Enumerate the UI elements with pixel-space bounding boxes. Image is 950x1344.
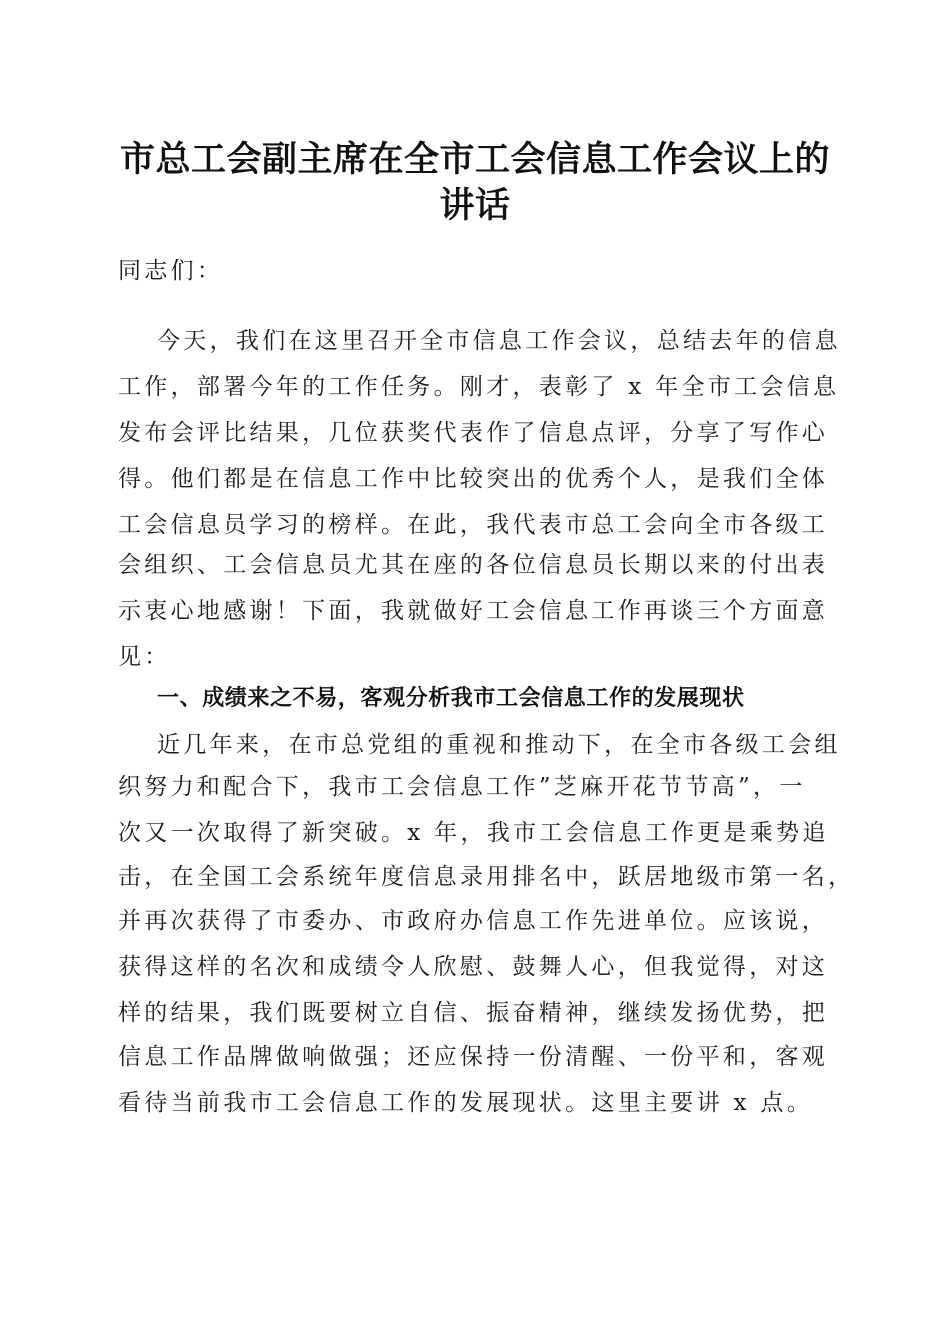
paragraph-line: 近几年来，在市总党组的重视和推动下，在全市各级工会组 — [157, 732, 841, 758]
paragraph-line: 工作，部署今年的工作任务。刚才，表彰了 x 年全市工会信息 — [118, 374, 840, 400]
paragraph-line: 发布会评比结果，几位获奖代表作了信息点评，分享了写作心 — [118, 420, 829, 446]
paragraph-line: 示衷心地感谢！下面，我就做好工会信息工作再谈三个方面意 — [118, 598, 829, 624]
section-heading-1: 一、成绩来之不易，客观分析我市工会信息工作的发展现状 — [157, 686, 745, 711]
paragraph-line: 看待当前我市工会信息工作的发展现状。这里主要讲 x 点。 — [118, 1090, 813, 1116]
paragraph-line: 信息工作品牌做响做强；还应保持一份清醒、一份平和，客观 — [118, 1044, 829, 1070]
paragraph-line: 会组织、工会信息员尤其在座的各位信息员长期以来的付出表 — [118, 552, 829, 578]
paragraph-line: 见： — [118, 644, 171, 670]
paragraph-line: 得。他们都是在信息工作中比较突出的优秀个人，是我们全体 — [118, 466, 829, 492]
paragraph-line: 获得这样的名次和成绩令人欣慰、鼓舞人心，但我觉得，对这 — [118, 954, 829, 980]
paragraph-line: 织努力和配合下，我市工会信息工作”芝麻开花节节高”，一 — [118, 774, 806, 800]
paragraph-line: 工会信息员学习的榜样。在此，我代表市总工会向全市各级工 — [118, 512, 829, 538]
paragraph-line: 样的结果，我们既要树立自信、振奋精神，继续发扬优势，把 — [118, 1000, 829, 1026]
document-title-line-2: 讲话 — [439, 185, 511, 226]
paragraph-line: 次又一次取得了新突破。x 年，我市工会信息工作更是乘势追 — [118, 820, 829, 846]
paragraph-line: 并再次获得了市委办、市政府办信息工作先进单位。应该说， — [118, 908, 829, 934]
paragraph-line: 今天，我们在这里召开全市信息工作会议，总结去年的信息 — [157, 328, 841, 354]
document-title-line-1: 市总工会副主席在全市工会信息工作会议上的 — [119, 139, 830, 180]
salutation: 同志们： — [118, 258, 224, 284]
paragraph-line: 击，在全国工会系统年度信息录用排名中，跃居地级市第一名， — [118, 864, 855, 890]
